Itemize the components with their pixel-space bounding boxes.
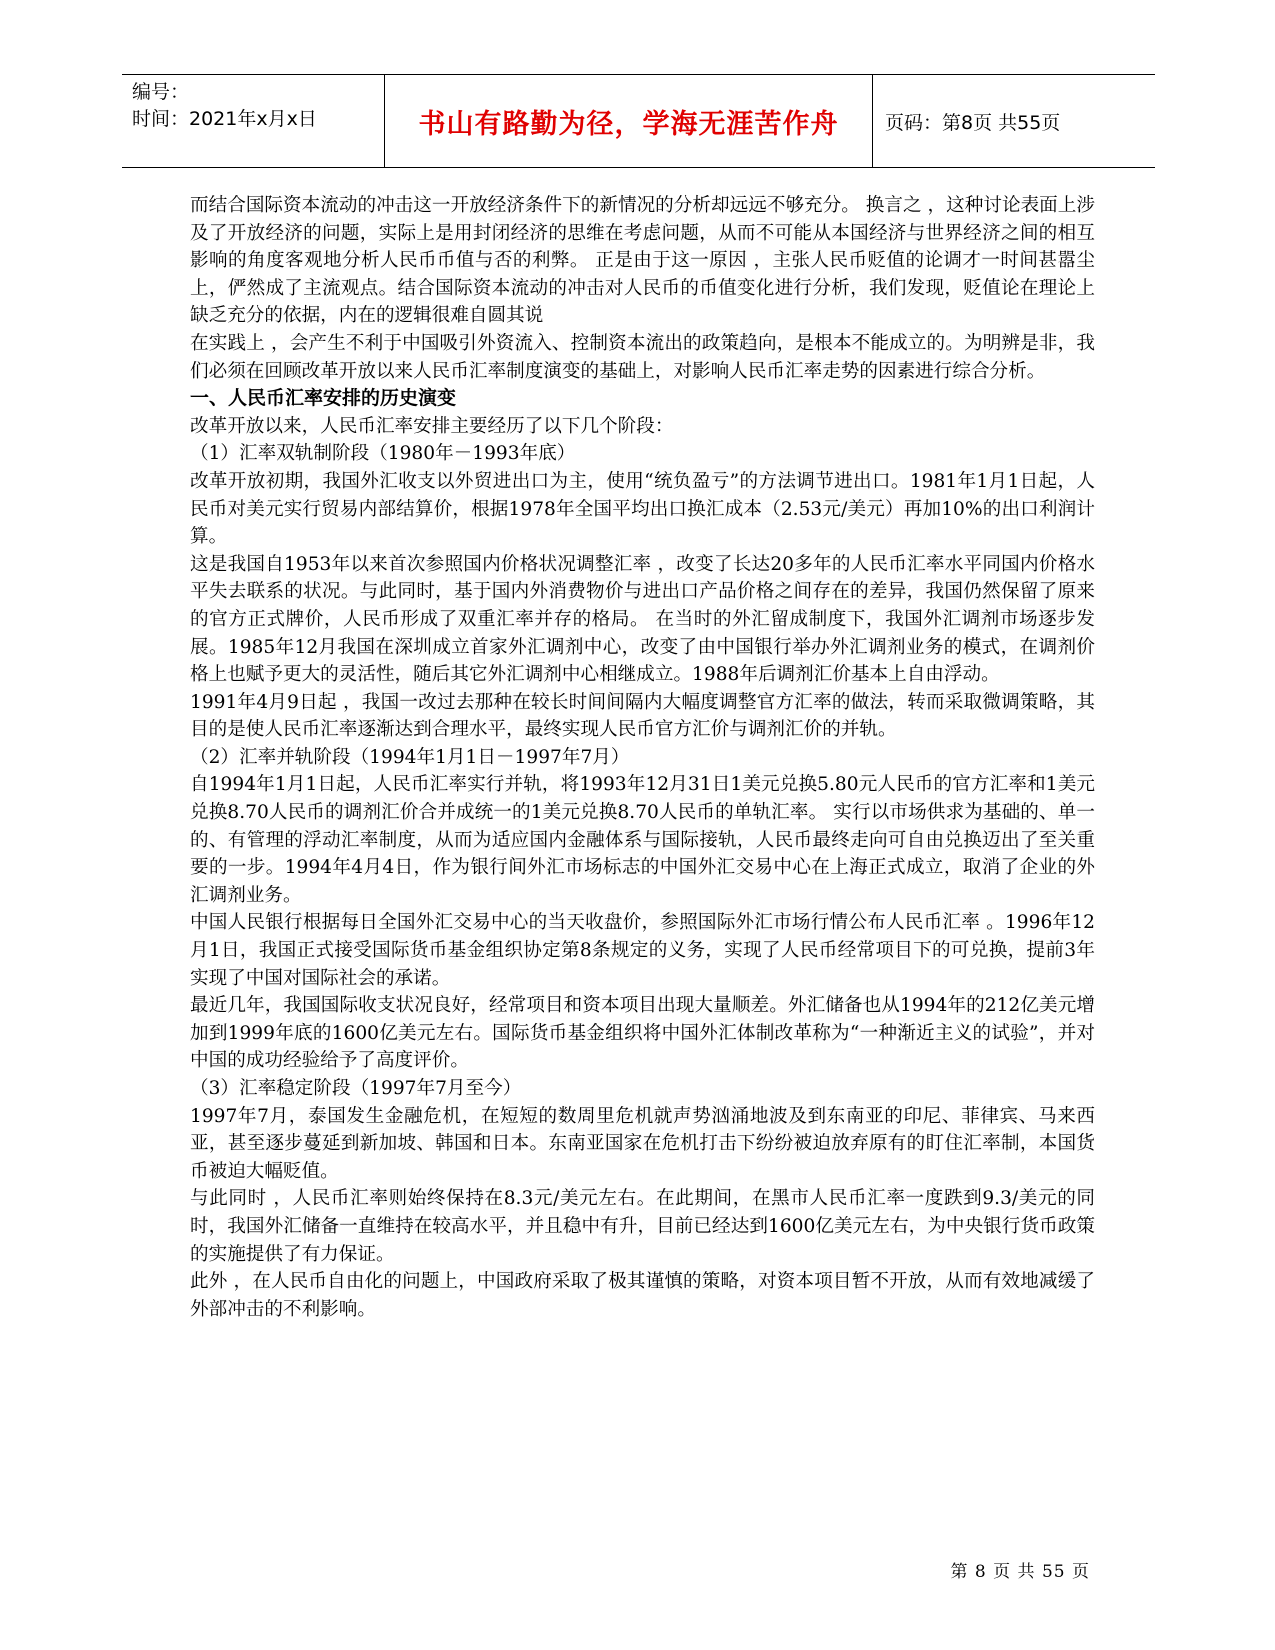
body-paragraph: 1997年7月，泰国发生金融危机，在短短的数周里危机就声势汹涌地波及到东南亚的印尼、菲律宾、马来西亚，甚至逐步蔓延到新加坡、韩国和日本。东南亚国家在危机打击下纷纷被迫放弃原有的盯住汇率制，本国货币被迫大幅贬值。 <box>190 1105 1095 1182</box>
body-paragraph: 最近几年，我国国际收支状况良好，经常项目和资本项目出现大量顺差。外汇储备也从1994年的212亿美元增加到1999年底的1600亿美元左右。国际货币基金组织将中国外汇体制改革称为“一种渐近主义的试验”，并对中国的成功经验给予了高度评价。 <box>190 995 1095 1072</box>
document-code-label: 编号： <box>132 81 190 103</box>
header-motto: 书山有路勤为径，学海无涯苦作舟 <box>385 75 873 167</box>
body-paragraph: 这是我国自1953年以来首次参照国内价格状况调整汇率 ，改变了长达20多年的人民币汇率水平同国内价格水平失去联系的状况。与此同时，基于国内外消费物价与进出口产品价格之间存在的差异，我国仍然保留了原来的官方正式牌价，人民币形成了双重汇率并存的格局。 在当时的外汇留成制度下，我国外汇调剂市场逐步发展。1985年12月我国在深圳成立首家外汇调剂中心，改变了由中国银行举办外汇调剂业务的模式，在调剂价格上也赋予更大的灵活性，随后其它外汇调剂中心相继成立。1988年后调剂汇价基本上自由浮动。 <box>190 553 1095 686</box>
body-paragraph: 与此同时 ，人民币汇率则始终保持在8.3元/美元左右。在此期间，在黑市人民币汇率一度跌到9.3/美元的同时，我国外汇储备一直维持在较高水平，并且稳中有升，目前已经达到1600亿美元左右，为中央银行货币政策的实施提供了有力保证。 <box>190 1188 1095 1265</box>
document-time-label: 时间：2021年x月x日 <box>132 108 317 130</box>
body-paragraph: 改革开放初期，我国外汇收支以外贸进出口为主，使用“统负盈亏”的方法调节进出口。1981年1月1日起，人民币对美元实行贸易内部结算价，根据1978年全国平均出口换汇成本（2.53元/美元）再加10%的出口利润计算。 <box>190 470 1095 548</box>
body-paragraph: 而结合国际资本流动的冲击这一开放经济条件下的新情况的分析却远远不够充分。 换言之 ，这种讨论表面上涉及了开放经济的问题，实际上是用封闭经济的思维在考虑问题，从而不可能从本国经济与世界经济之间的相互影响的角度客观地分析人民币币值与否的利弊。 正是由于这一原因 ，主张人民币贬值的论调才一时间甚嚣尘上，俨然成了主流观点。结合国际资本流动的冲击对人民币的币值变化进行分析，我们发现，贬值论在理论上缺乏充分的依据，内在的逻辑很难自圆其说 <box>190 195 1095 327</box>
body-paragraph: 此外 ，在人民币自由化的问题上，中国政府采取了极其谨慎的策略，对资本项目暂不开放，从而有效地减缓了外部冲击的不利影响。 <box>190 1271 1095 1320</box>
stage-heading: （1）汇率双轨制阶段（1980年－1993年底） <box>190 443 576 465</box>
section-heading: 一、人民币汇率安排的历史演变 <box>190 387 457 410</box>
page-footer: 第 8 页 共 55 页 <box>950 1562 1090 1582</box>
stage-heading: （2）汇率并轨阶段（1994年1月1日－1997年7月） <box>190 746 630 768</box>
stage-heading: （3）汇率稳定阶段（1997年7月至今） <box>190 1078 522 1099</box>
header-table <box>122 74 1155 168</box>
document-body <box>190 192 1095 1323</box>
header-page-label: 页码：第8页 共55页 <box>885 111 1061 134</box>
body-paragraph: 1991年4月9日起 ，我国一改过去那种在较长时间间隔内大幅度调整官方汇率的做法，转而采取微调策略，其目的是使人民币汇率逐渐达到合理水平，最终实现人民币官方汇价与调剂汇价的并轨。 <box>190 691 1095 741</box>
body-paragraph: 中国人民银行根据每日全国外汇交易中心的当天收盘价，参照国际外汇市场行情公布人民币汇率 。1996年12月1日，我国正式接受国际货币基金组织协定第8条规定的义务，实现了人民币经常项目下的可兑换，提前3年实现了中国对国际社会的承诺。 <box>190 912 1095 989</box>
body-paragraph: 自1994年1月1日起，人民币汇率实行并轨，将1993年12月31日1美元兑换5.80元人民币的官方汇率和1美元兑换8.70人民币的调剂汇价合并成统一的1美元兑换8.70人民币的单轨汇率。 实行以市场供求为基础的、单一的、有管理的浮动汇率制度，从而为适应国内金融体系与国际接轨，人民币最终走向可自由兑换迈出了至关重要的一步。1994年4月4日，作为银行间外汇市场标志的中国外汇交易中心在上海正式成立，取消了企业的外汇调剂业务。 <box>190 774 1095 906</box>
body-paragraph: 在实践上 ，会产生不利于中国吸引外资流入、控制资本流出的政策趋向，是根本不能成立的。为明辨是非，我们必须在回顾改革开放以来人民币汇率制度演变的基础上，对影响人民币汇率走势的因素进行综合分析。 <box>190 332 1095 382</box>
body-paragraph: 改革开放以来，人民币汇率安排主要经历了以下几个阶段： <box>190 415 674 437</box>
header-left-cell <box>122 75 385 167</box>
